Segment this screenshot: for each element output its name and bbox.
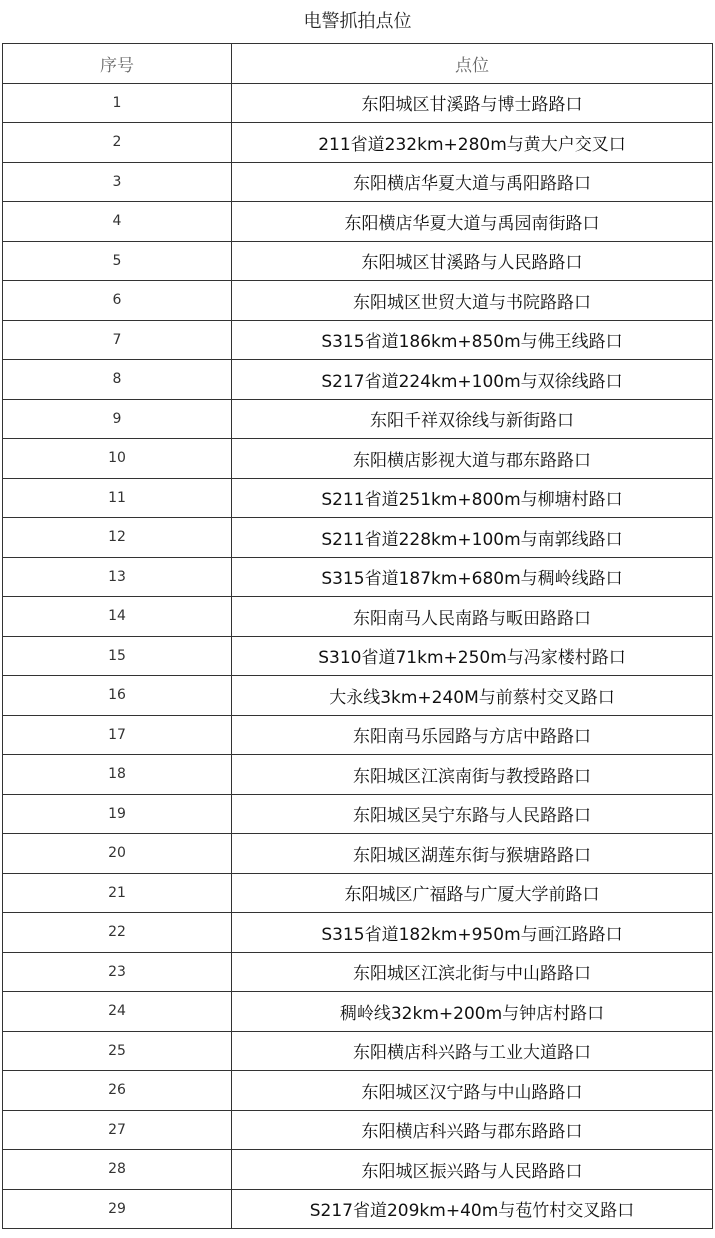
row-location: 东阳横店科兴路与郡东路路口 <box>232 1110 713 1150</box>
row-location: 东阳城区吴宁东路与人民路路口 <box>232 794 713 834</box>
row-index: 26 <box>3 1071 232 1111</box>
row-index: 25 <box>3 1031 232 1071</box>
row-index: 13 <box>3 557 232 597</box>
row-location: 东阳城区世贸大道与书院路路口 <box>232 281 713 321</box>
table-row <box>3 1071 713 1111</box>
row-index: 1 <box>3 83 232 123</box>
row-index: 12 <box>3 518 232 558</box>
row-location: 东阳横店科兴路与工业大道路口 <box>232 1031 713 1071</box>
header-location: 点位 <box>232 44 713 84</box>
row-location: S310省道71km+250m与冯家楼村路口 <box>232 636 713 676</box>
row-index: 9 <box>3 399 232 439</box>
table-row <box>3 241 713 281</box>
row-location: 东阳城区广福路与广厦大学前路口 <box>232 873 713 913</box>
table-row <box>3 439 713 479</box>
table-row <box>3 320 713 360</box>
row-index: 8 <box>3 360 232 400</box>
row-location: 东阳城区甘溪路与人民路路口 <box>232 241 713 281</box>
table-row <box>3 873 713 913</box>
table-header-row <box>3 44 713 84</box>
row-index: 28 <box>3 1150 232 1190</box>
row-index: 3 <box>3 162 232 202</box>
row-location: 稠岭线32km+200m与钟店村路口 <box>232 992 713 1032</box>
row-index: 2 <box>3 123 232 163</box>
row-index: 29 <box>3 1189 232 1229</box>
row-location: 东阳横店华夏大道与禹园南街路口 <box>232 202 713 242</box>
table-row <box>3 1150 713 1190</box>
row-index: 15 <box>3 636 232 676</box>
table-row <box>3 755 713 795</box>
table-row <box>3 557 713 597</box>
row-location: 东阳横店华夏大道与禹阳路路口 <box>232 162 713 202</box>
row-index: 4 <box>3 202 232 242</box>
table-row <box>3 715 713 755</box>
table-row <box>3 1110 713 1150</box>
table-row <box>3 1031 713 1071</box>
table-row <box>3 360 713 400</box>
table-row <box>3 834 713 874</box>
table-row <box>3 794 713 834</box>
row-index: 24 <box>3 992 232 1032</box>
row-index: 20 <box>3 834 232 874</box>
row-index: 23 <box>3 952 232 992</box>
table-row <box>3 202 713 242</box>
row-location: 东阳南马人民南路与畈田路路口 <box>232 597 713 637</box>
table-row <box>3 597 713 637</box>
table-row <box>3 518 713 558</box>
row-location: S315省道186km+850m与佛王线路口 <box>232 320 713 360</box>
row-location: 东阳城区汉宁路与中山路路口 <box>232 1071 713 1111</box>
row-index: 27 <box>3 1110 232 1150</box>
row-location: S211省道251km+800m与柳塘村路口 <box>232 478 713 518</box>
table-row <box>3 399 713 439</box>
table-row <box>3 636 713 676</box>
document-title: 电警抓拍点位 <box>303 11 412 32</box>
row-location: S211省道228km+100m与南郭线路口 <box>232 518 713 558</box>
table-row <box>3 83 713 123</box>
row-index: 19 <box>3 794 232 834</box>
row-location: 东阳城区湖莲东街与猴塘路路口 <box>232 834 713 874</box>
row-index: 5 <box>3 241 232 281</box>
row-location: 东阳城区江滨北街与中山路路口 <box>232 952 713 992</box>
row-location: S315省道182km+950m与画江路路口 <box>232 913 713 953</box>
row-index: 17 <box>3 715 232 755</box>
row-index: 18 <box>3 755 232 795</box>
row-location: S217省道224km+100m与双徐线路口 <box>232 360 713 400</box>
row-index: 7 <box>3 320 232 360</box>
row-location: S315省道187km+680m与稠岭线路口 <box>232 557 713 597</box>
row-index: 16 <box>3 676 232 716</box>
row-location: 大永线3km+240M与前蔡村交叉路口 <box>232 676 713 716</box>
table-body <box>3 83 713 1229</box>
row-index: 14 <box>3 597 232 637</box>
table-row <box>3 478 713 518</box>
row-location: 东阳横店影视大道与郡东路路口 <box>232 439 713 479</box>
row-location: 东阳南马乐园路与方店中路路口 <box>232 715 713 755</box>
row-index: 21 <box>3 873 232 913</box>
row-location: 东阳千祥双徐线与新街路口 <box>232 399 713 439</box>
header-index: 序号 <box>3 44 232 84</box>
table-row <box>3 992 713 1032</box>
row-location: 211省道232km+280m与黄大户交叉口 <box>232 123 713 163</box>
row-index: 10 <box>3 439 232 479</box>
table-row <box>3 1189 713 1229</box>
row-index: 6 <box>3 281 232 321</box>
row-location: S217省道209km+40m与苞竹村交叉路口 <box>232 1189 713 1229</box>
camera-locations-table <box>2 43 713 1229</box>
row-index: 22 <box>3 913 232 953</box>
table-row <box>3 162 713 202</box>
table-row <box>3 913 713 953</box>
table-row <box>3 676 713 716</box>
row-index: 11 <box>3 478 232 518</box>
row-location: 东阳城区甘溪路与博士路路口 <box>232 83 713 123</box>
table-row <box>3 952 713 992</box>
table-row <box>3 123 713 163</box>
row-location: 东阳城区江滨南街与教授路路口 <box>232 755 713 795</box>
row-location: 东阳城区振兴路与人民路路口 <box>232 1150 713 1190</box>
table-row <box>3 281 713 321</box>
